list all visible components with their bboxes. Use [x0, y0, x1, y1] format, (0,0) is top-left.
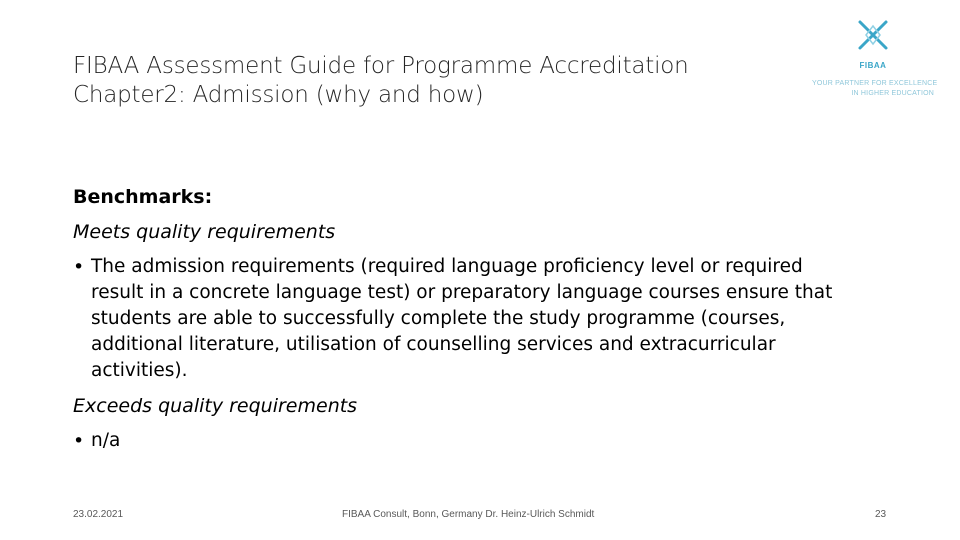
logo-name: FIBAA [859, 61, 887, 70]
slide-title [73, 52, 689, 110]
title-line-1: FIBAA Assessment Guide for Programme Accreditation [73, 53, 689, 79]
title-line-2: Chapter2: Admission (why and how) [73, 82, 484, 108]
meets-heading: Meets quality requirements [73, 221, 336, 243]
bullet-marker: • [73, 256, 85, 278]
slide-body [73, 184, 873, 463]
exceeds-bullet [73, 428, 873, 454]
meets-bullet-text: The admission requirements (required language proficiency level or required result in a concrete language test) or preparatory language courses ensure that students are able to successfully complete the study programme (courses, additional literature, utilisation of counselling services and extracurricular activities). [91, 256, 833, 381]
logo-tagline-1: YOUR PARTNER FOR EXCELLENCE [812, 80, 938, 87]
footer-page-number: 23 [875, 509, 887, 520]
logo-tagline-2: IN HIGHER EDUCATION [851, 90, 934, 97]
benchmarks-label: Benchmarks: [73, 186, 213, 208]
exceeds-bullet-text: n/a [91, 430, 121, 451]
meets-bullet [73, 254, 873, 384]
footer-date: 23.02.2021 [73, 509, 124, 520]
fibaa-logo [812, 16, 938, 106]
footer-center: FIBAA Consult, Bonn, Germany Dr. Heinz-Ulrich Schmidt [342, 509, 595, 520]
fibaa-star-icon [854, 16, 892, 54]
exceeds-heading: Exceeds quality requirements [73, 395, 358, 417]
bullet-marker: • [73, 430, 85, 452]
